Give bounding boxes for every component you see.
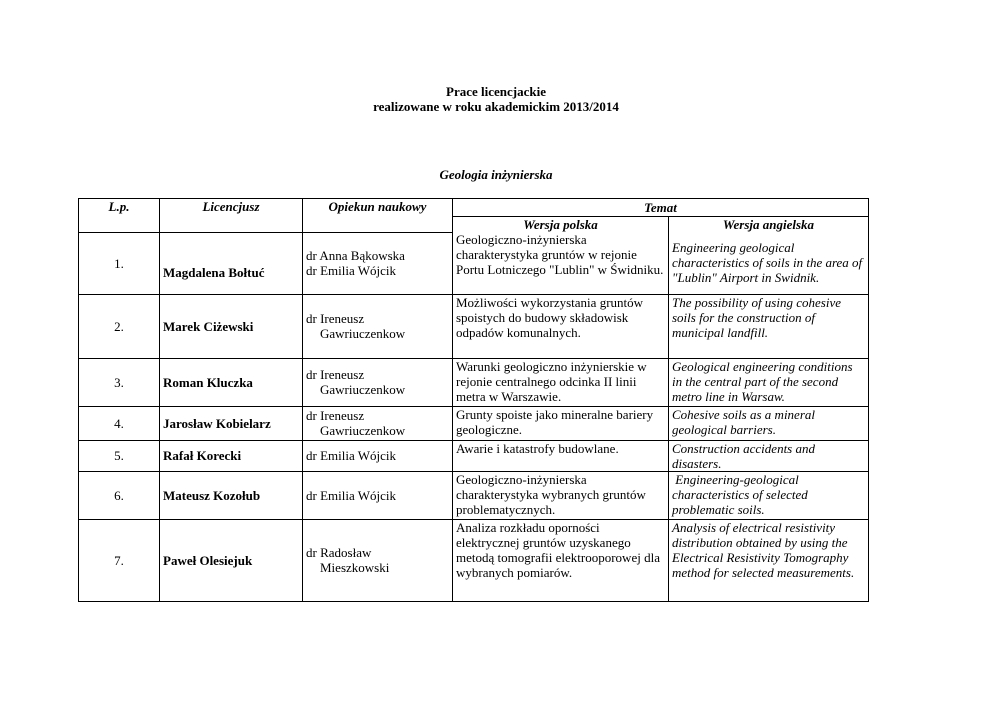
row-student: Jarosław Kobielarz: [160, 406, 303, 440]
supervisor-line: dr Ireneusz: [306, 311, 365, 326]
supervisor-line: Mieszkowski: [320, 560, 390, 575]
header-supervisor: Opiekun naukowy: [303, 199, 453, 233]
supervisor-line: dr Radosław: [306, 545, 372, 560]
row-lp: 4.: [79, 406, 160, 440]
row-topic-en: The possibility of using cohesive soils for the construction of municipal landfill.: [669, 294, 869, 358]
row-student: Rafał Korecki: [160, 440, 303, 471]
row-topic-pl: Analiza rozkładu oporności elektrycznej gruntów uzyskanego metodą tomografii elektrooporowej dla wybranych pomiarów.: [453, 519, 669, 601]
supervisor-line: dr Anna Bąkowska: [306, 248, 405, 263]
table-row: [79, 406, 869, 440]
supervisor-line: dr Emilia Wójcik: [306, 487, 397, 503]
row-supervisor: [303, 406, 453, 440]
header-topic-en: Wersja angielska: [669, 217, 869, 233]
row-lp: 6.: [79, 471, 160, 519]
row-topic-pl: Warunki geologiczno inżynierskie w rejonie centralnego odcinka II linii metra w Warszawie.: [453, 358, 669, 406]
supervisor-line: dr Emilia Wójcik: [306, 263, 397, 278]
row-topic-pl: Geologiczno-inżynierska charakterystyka wybranych gruntów problematycznych.: [453, 471, 669, 519]
table-row: [79, 471, 869, 519]
header-topic: Temat: [453, 199, 869, 217]
row-lp: 2.: [79, 294, 160, 358]
document-title: Prace licencjackie: [446, 84, 546, 99]
row-topic-en: Cohesive soils as a mineral geological barriers.: [669, 406, 869, 440]
table-row: [79, 440, 869, 471]
row-supervisor: [303, 232, 453, 294]
row-topic-en: Analysis of electrical resistivity distribution obtained by using the Electrical Resistivity Tomography method for selected measurements.: [669, 519, 869, 601]
row-topic-pl: Geologiczno-inżynierska charakterystyka gruntów w rejonie Portu Lotniczego "Lublin" w Świdniku.: [453, 232, 669, 294]
supervisor-line: dr Ireneusz: [306, 367, 365, 382]
document-subtitle: realizowane w roku akademickim 2013/2014: [373, 99, 619, 114]
header-student: Licencjusz: [160, 199, 303, 233]
supervisor-line: Gawriuczenkow: [320, 326, 406, 341]
row-supervisor: [303, 358, 453, 406]
table-row: [79, 294, 869, 358]
row-lp: 3.: [79, 358, 160, 406]
section-heading: Geologia inżynierska: [439, 167, 553, 182]
table-row: [79, 358, 869, 406]
row-supervisor: [303, 294, 453, 358]
supervisor-line: dr Ireneusz: [306, 408, 365, 423]
table-row: [79, 232, 869, 294]
row-student: Magdalena Bołtuć: [160, 232, 303, 294]
row-topic-en: Geological engineering conditions in the central part of the second metro line in Warsaw.: [669, 358, 869, 406]
row-supervisor: [303, 471, 453, 519]
row-topic-en: Engineering-geological characteristics of selected problematic soils.: [669, 471, 869, 519]
row-topic-pl: Awarie i katastrofy budowlane.: [453, 440, 669, 471]
row-lp: 1.: [79, 232, 160, 294]
supervisor-line: Gawriuczenkow: [320, 423, 406, 438]
header-lp: L.p.: [79, 199, 160, 233]
row-student: Mateusz Kozołub: [160, 471, 303, 519]
row-student: Roman Kluczka: [160, 358, 303, 406]
theses-table: [78, 198, 869, 602]
table-row: [79, 519, 869, 601]
supervisor-line: dr Emilia Wójcik: [306, 448, 397, 463]
supervisor-line: Gawriuczenkow: [320, 382, 406, 397]
row-topic-pl: Grunty spoiste jako mineralne bariery geologiczne.: [453, 406, 669, 440]
row-student: Paweł Olesiejuk: [160, 519, 303, 601]
row-topic-en: Engineering geological characteristics of soils in the area of "Lublin" Airport in Swidnik.: [669, 232, 869, 294]
row-supervisor: [303, 519, 453, 601]
row-supervisor: [303, 440, 453, 471]
row-lp: 7.: [79, 519, 160, 601]
row-lp: 5.: [79, 440, 160, 471]
row-topic-en: Construction accidents and disasters.: [669, 440, 869, 471]
header-topic-pl: Wersja polska: [453, 217, 669, 233]
row-student: Marek Ciżewski: [160, 294, 303, 358]
row-topic-pl: Możliwości wykorzystania gruntów spoistych do budowy składowisk odpadów komunalnych.: [453, 294, 669, 358]
